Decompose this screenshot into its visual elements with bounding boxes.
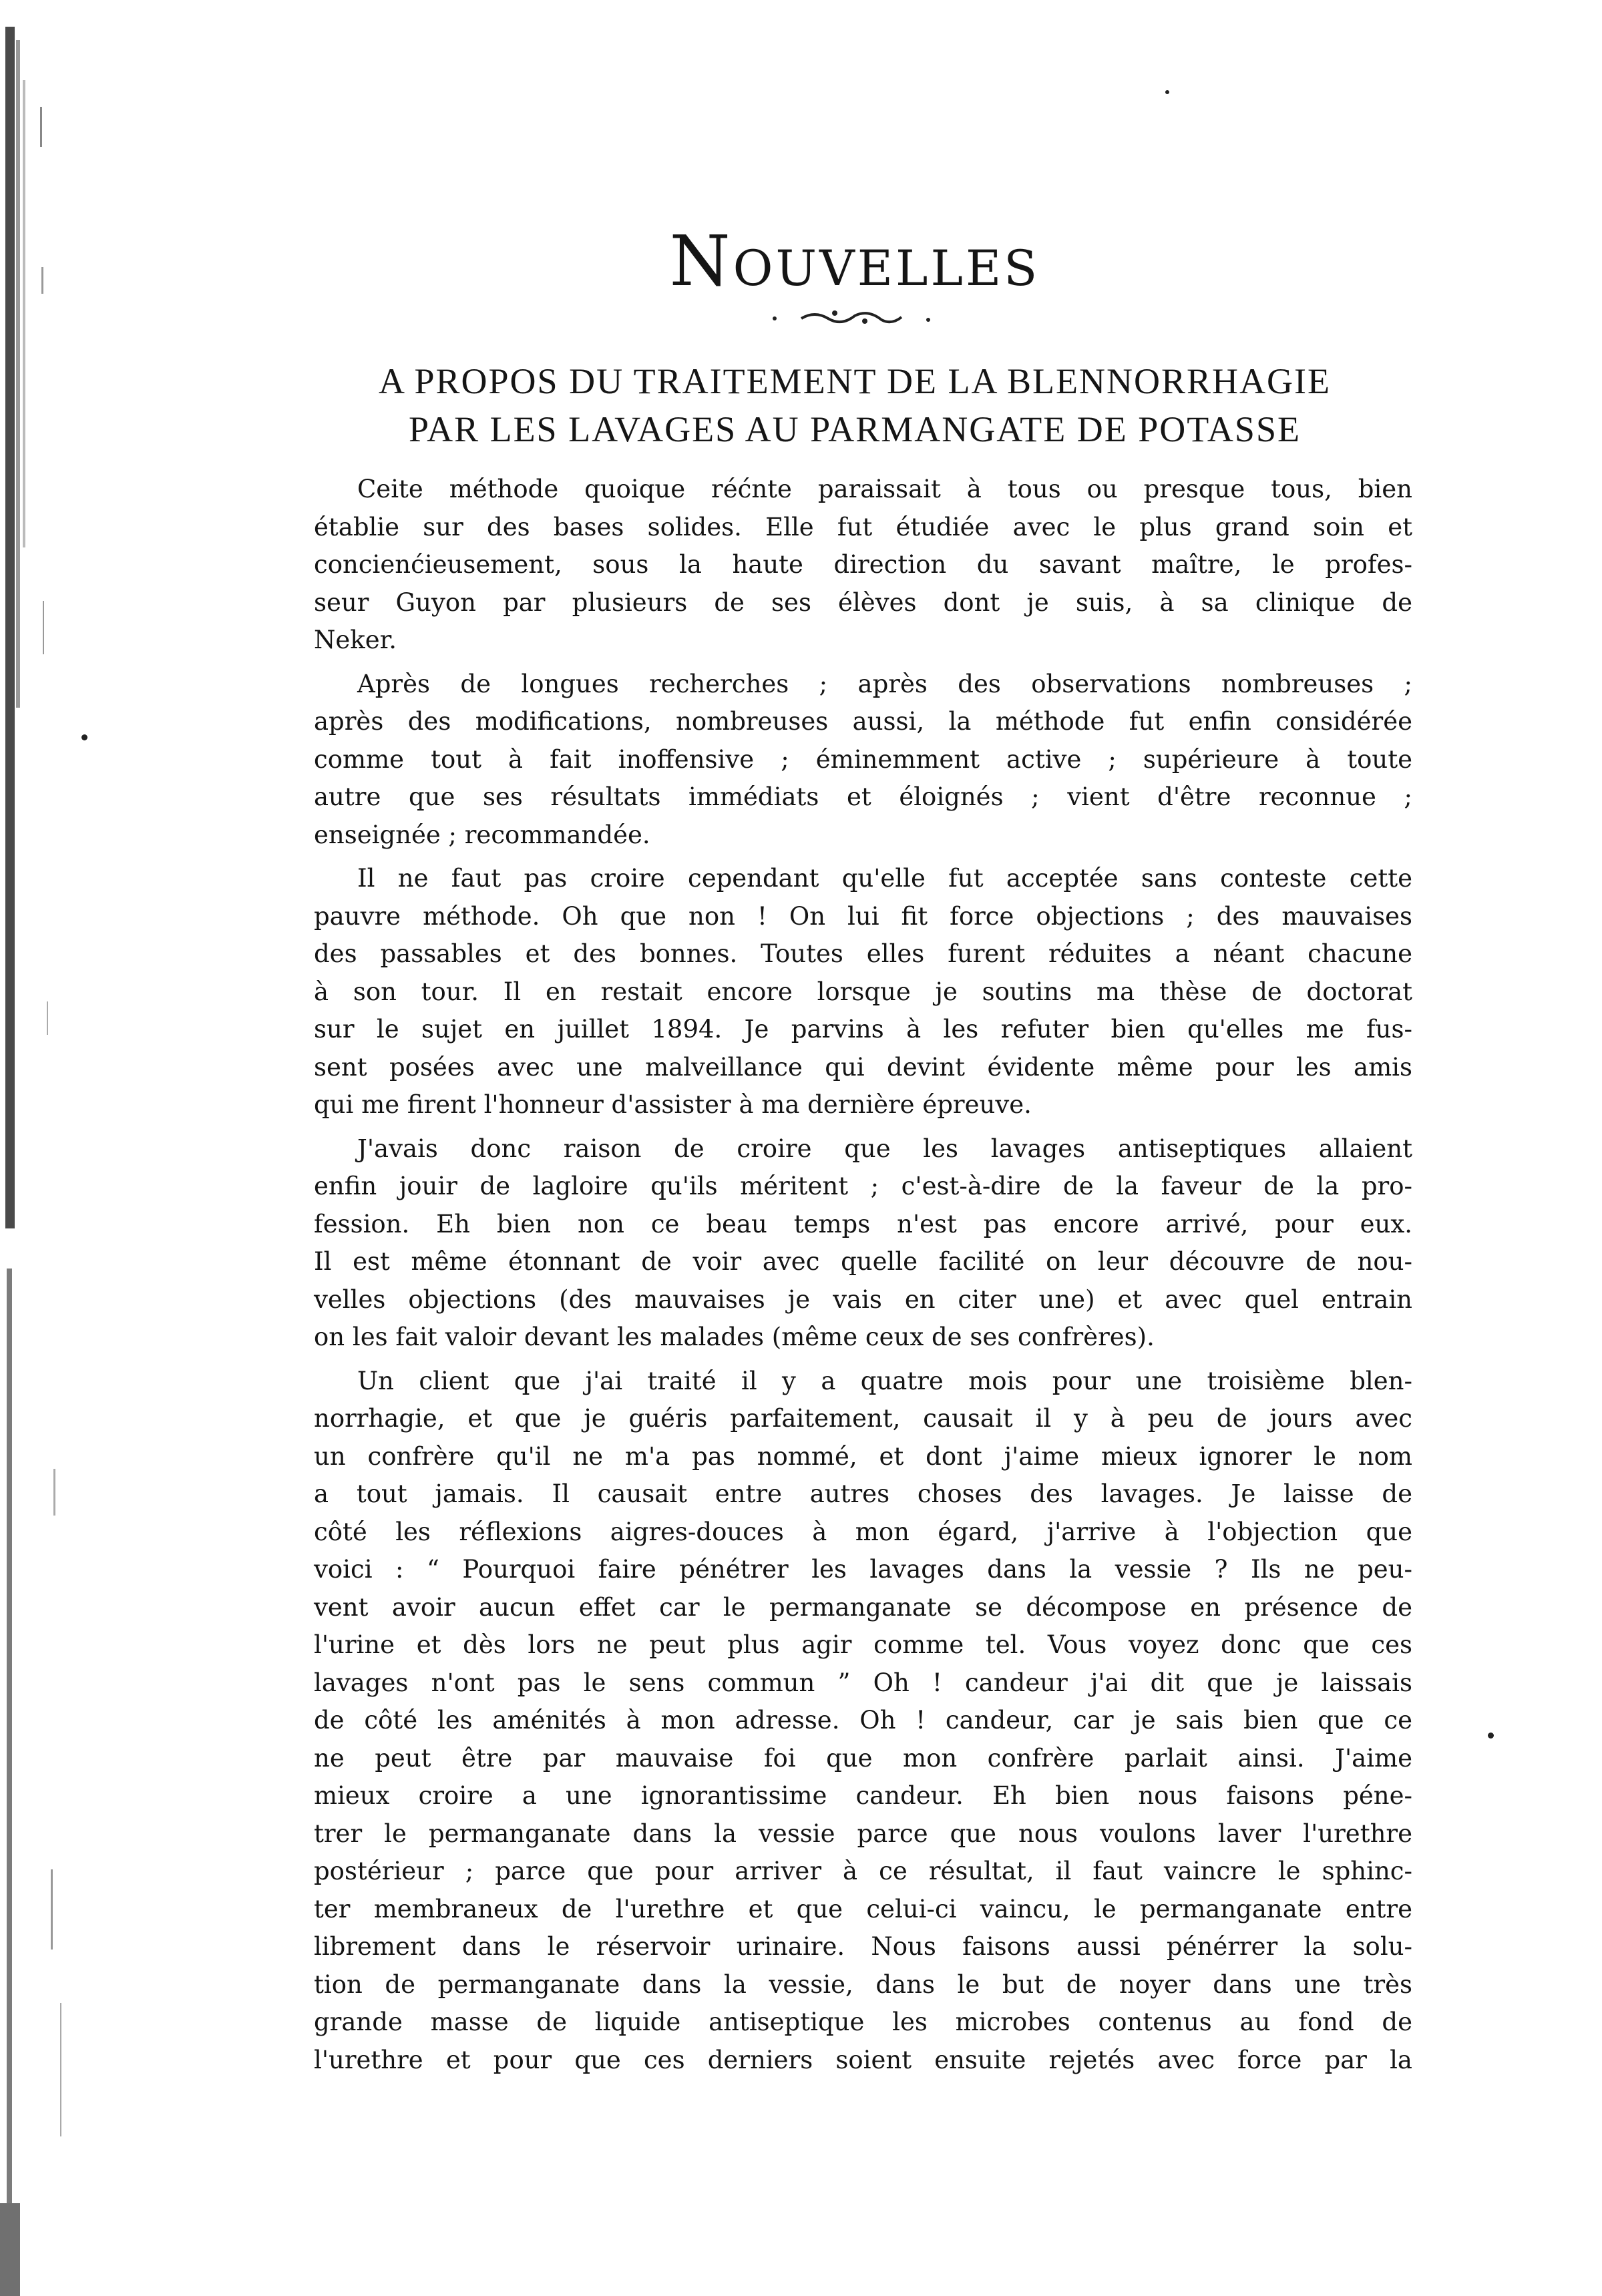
text-line: Ceite méthode quoique réćnte paraissait à tous ou presque tous, bien bbox=[357, 475, 1412, 503]
paragraph bbox=[314, 666, 1412, 855]
text-line: librement dans le réservoir urinaire. Nous faisons aussi pénérrer la solu- bbox=[314, 1932, 1412, 1961]
article-body bbox=[314, 471, 1412, 2085]
text-line: Il ne faut pas croire cependant qu'elle fut acceptée sans conteste cette bbox=[357, 864, 1412, 893]
text-line: de côté les aménités à mon adresse. Oh ! candeur, car je sais bien que ce bbox=[314, 1706, 1412, 1735]
paragraph bbox=[314, 471, 1412, 660]
article-title-line: A PROPOS DU TRAITEMENT DE LA BLENNORRHAGIE bbox=[378, 361, 1332, 401]
text-line: qui me firent l'honneur d'assister à ma dernière épreuve. bbox=[314, 1090, 1032, 1119]
scan-speck bbox=[1165, 90, 1169, 94]
text-line: lavages n'ont pas le sens commun ” Oh ! candeur j'ai dit que je laissais bbox=[314, 1668, 1412, 1697]
text-line: trer le permanganate dans la vessie parce que nous voulons laver l'urethre bbox=[314, 1819, 1412, 1848]
text-line: sent posées avec une malveillance qui devint évidente même pour les amis bbox=[314, 1052, 1412, 1082]
text-line: Un client que j'ai traité il y a quatre mois pour une troisième blen- bbox=[357, 1366, 1412, 1395]
text-line: Neker. bbox=[314, 626, 397, 654]
text-line: enseignée ; recommandée. bbox=[314, 820, 650, 849]
text-line: voici : “ Pourquoi faire pénétrer les lavages dans la vessie ? Ils ne peu- bbox=[314, 1555, 1412, 1584]
text-line: mieux croire a une ignorantissime candeur. Eh bien nous faisons péne- bbox=[314, 1781, 1412, 1810]
text-line: enfin jouir de lagloire qu'ils méritent ; c'est-à-dire de la faveur de la pro- bbox=[314, 1172, 1412, 1200]
text-line: on les fait valoir devant les malades (même ceux de ses confrères). bbox=[314, 1323, 1155, 1351]
text-line: J'avais donc raison de croire que les lavages antiseptiques allaient bbox=[357, 1134, 1412, 1163]
text-line: Il est même étonnant de voir avec quelle facilité on leur découvre de nou- bbox=[314, 1247, 1412, 1276]
text-line: postérieur ; parce que pour arriver à ce résultat, il faut vaincre le sphinc- bbox=[314, 1857, 1412, 1885]
text-line: côté les réflexions aigres-douces à mon égard, j'arrive à l'objection que bbox=[314, 1517, 1412, 1546]
text-line: fession. Eh bien non ce beau temps n'est pas encore arrivé, pour eux. bbox=[314, 1209, 1412, 1238]
text-line: ne peut être par mauvaise foi que mon confrère parlait ainsi. J'aime bbox=[314, 1743, 1412, 1773]
text-line: l'urine et dès lors ne peut plus agir comme tel. Vous voyez donc que ces bbox=[314, 1630, 1412, 1659]
text-line: a tout jamais. Il causait entre autres choses des lavages. Je laisse de bbox=[314, 1479, 1412, 1508]
text-line: grande masse de liquide antiseptique les microbes contenus au fond de bbox=[314, 2008, 1412, 2036]
text-line: des passables et des bonnes. Toutes elles furent réduites a néant chacune bbox=[314, 939, 1412, 968]
scan-speck bbox=[1488, 1733, 1494, 1739]
text-line: seur Guyon par plusieurs de ses élèves dont je suis, à sa clinique de bbox=[314, 588, 1412, 617]
text-line: velles objections (des mauvaises je vais en citer une) et avec quel entrain bbox=[314, 1285, 1412, 1314]
text-line: tion de permanganate dans la vessie, dans le but de noyer dans une très bbox=[314, 1970, 1412, 1999]
paragraph bbox=[314, 860, 1412, 1124]
text-line: vent avoir aucun effet car le permanganate se décompose en présence de bbox=[314, 1592, 1412, 1622]
text-line: sur le sujet en juillet 1894. Je parvins à les refuter bien qu'elles me fus- bbox=[314, 1015, 1412, 1044]
text-line: établie sur des bases solides. Elle fut étudiée avec le plus grand soin et bbox=[314, 512, 1412, 541]
section-title: Nouvelles bbox=[669, 220, 1040, 302]
text-line: l'urethre et pour que ces derniers soient ensuite rejetés avec force par la bbox=[314, 2045, 1412, 2074]
text-line: après des modifications, nombreuses aussi, la méthode fut enfin considérée bbox=[314, 707, 1412, 736]
floral-ornament-icon bbox=[755, 304, 955, 330]
scan-binding-edge bbox=[0, 0, 93, 2296]
text-line: concienćieusement, sous la haute direction du savant maître, le profes- bbox=[314, 550, 1412, 579]
text-line: à son tour. Il en restait encore lorsque je soutins ma thèse de doctorat bbox=[314, 977, 1412, 1006]
text-line: Après de longues recherches ; après des observations nombreuses ; bbox=[357, 669, 1412, 698]
text-line: norrhagie, et que je guéris parfaitement, causait il y à peu de jours avec bbox=[314, 1404, 1412, 1433]
paragraph bbox=[314, 1363, 1412, 2080]
text-line: comme tout à fait inoffensive ; éminemment active ; supérieure à toute bbox=[314, 744, 1412, 774]
text-line: pauvre méthode. Oh que non ! On lui fit force objections ; des mauvaises bbox=[314, 901, 1412, 931]
text-line: autre que ses résultats immédiats et éloignés ; vient d'être reconnue ; bbox=[314, 782, 1412, 811]
article-title bbox=[267, 357, 1442, 453]
text-line: un confrère qu'il ne m'a pas nommé, et dont j'aime mieux ignorer le nom bbox=[314, 1441, 1412, 1471]
text-line: ter membraneux de l'urethre et que celui-ci vaincu, le permanganate entre bbox=[314, 1894, 1412, 1923]
article-title-line: PAR LES LAVAGES AU PARMANGATE DE POTASSE bbox=[409, 409, 1301, 449]
paragraph bbox=[314, 1130, 1412, 1357]
scan-speck bbox=[81, 734, 87, 740]
